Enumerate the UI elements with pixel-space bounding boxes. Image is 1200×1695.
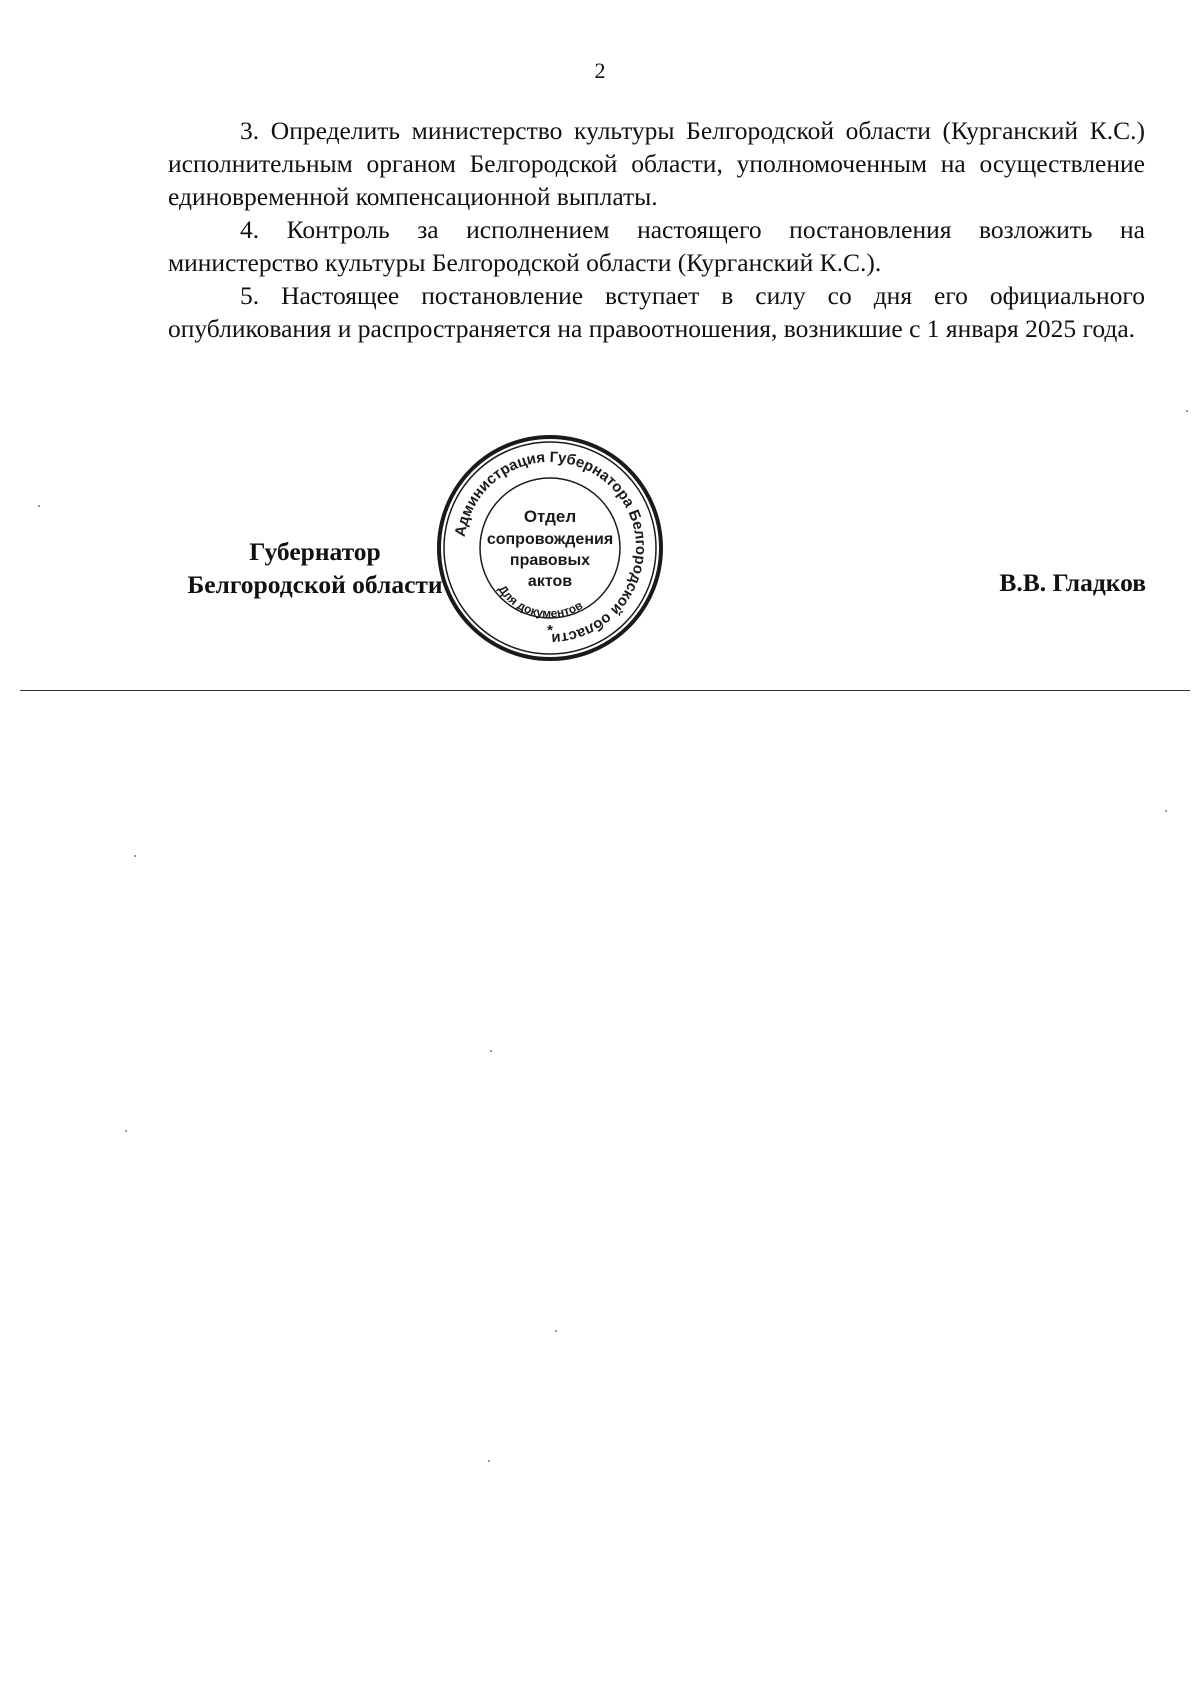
signatory-name: В.В. Гладков xyxy=(999,568,1146,597)
stamp-center-line4: актов xyxy=(527,573,573,590)
scan-speck xyxy=(1165,810,1167,812)
page-divider xyxy=(20,690,1190,691)
scan-speck xyxy=(488,1460,490,1462)
signature-title xyxy=(150,535,480,601)
stamp-center-line1: Отдел xyxy=(523,507,577,526)
stamp-bottom-text: Для документов xyxy=(495,582,586,621)
stamp-star: * xyxy=(547,622,553,639)
paragraph-3: 3. Определить министерство культуры Белгородской области (Курганский К.С.) исполнительным органом Белгородской области, уполномоченным на осуществление единовременной компенсационной выплаты. xyxy=(168,116,1145,211)
scan-speck xyxy=(555,1330,557,1332)
signature-title-line2: Белгородской области xyxy=(187,570,443,599)
scan-speck xyxy=(125,1130,127,1132)
scan-speck xyxy=(1186,410,1188,412)
scan-speck xyxy=(38,505,40,507)
signature-title-line1: Губернатор xyxy=(249,537,381,566)
stamp-center-line2: сопровождения xyxy=(486,531,614,548)
paragraph-5: 5. Настоящее постановление вступает в силу со дня его официального опубликования и распространяется на правоотношения, возникшие с 1 января 2025 года. xyxy=(168,281,1145,343)
scan-speck xyxy=(134,855,136,857)
stamp-ring-text: Администрация Губернатора Белгородской области xyxy=(451,448,650,648)
official-stamp xyxy=(435,433,665,663)
paragraph-4: 4. Контроль за исполнением настоящего постановления возложить на министерство культуры Белгородской области (Курганский К.С.). xyxy=(168,215,1145,277)
scan-speck xyxy=(490,1050,492,1052)
stamp-center-line3: правовых xyxy=(509,552,591,569)
page-number: 2 xyxy=(594,58,606,83)
document-body xyxy=(168,114,1145,345)
